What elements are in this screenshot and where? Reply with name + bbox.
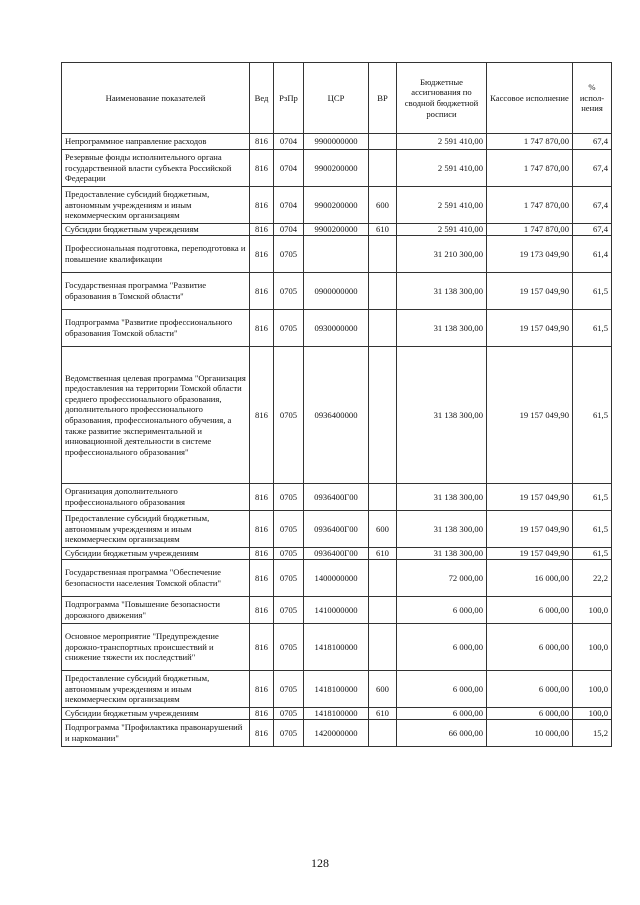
cell-rzpr: 0704 [274,187,304,224]
cell-ved: 816 [250,310,274,347]
cell-rzpr: 0705 [274,671,304,708]
cell-cash: 19 157 049,90 [487,273,573,310]
table-row [62,134,612,150]
cell-ved: 816 [250,708,274,720]
cell-csr: 1420000000 [304,720,369,747]
cell-name: Непрограммное направление расходов [62,134,250,150]
cell-cash: 19 157 049,90 [487,310,573,347]
cell-cash: 19 157 049,90 [487,548,573,560]
cell-csr: 0936400Г00 [304,484,369,511]
cell-rzpr: 0705 [274,560,304,597]
cell-cash: 1 747 870,00 [487,134,573,150]
cell-ved: 816 [250,597,274,624]
cell-budget: 31 210 300,00 [397,236,487,273]
cell-vr: 600 [369,187,397,224]
cell-ved: 816 [250,187,274,224]
cell-cash: 6 000,00 [487,708,573,720]
cell-ved: 816 [250,720,274,747]
cell-ved: 816 [250,560,274,597]
cell-percent: 67,4 [573,187,612,224]
table-row [62,310,612,347]
cell-ved: 816 [250,273,274,310]
cell-percent: 15,2 [573,720,612,747]
cell-percent: 61,5 [573,310,612,347]
cell-name: Организация дополнительного профессионального образования [62,484,250,511]
cell-budget: 31 138 300,00 [397,310,487,347]
cell-cash: 1 747 870,00 [487,187,573,224]
cell-percent: 61,5 [573,273,612,310]
table-row [62,273,612,310]
table-row [62,624,612,671]
budget-execution-table [61,62,612,747]
cell-budget: 2 591 410,00 [397,150,487,187]
cell-vr: 610 [369,708,397,720]
cell-percent: 100,0 [573,708,612,720]
cell-percent: 67,4 [573,150,612,187]
cell-name: Подпрограмма "Развитие профессионального образования Томской области" [62,310,250,347]
table-row [62,708,612,720]
table-row [62,597,612,624]
cell-csr: 9900200000 [304,150,369,187]
cell-budget: 6 000,00 [397,708,487,720]
cell-rzpr: 0705 [274,548,304,560]
cell-rzpr: 0705 [274,484,304,511]
cell-percent: 100,0 [573,624,612,671]
header-csr: ЦСР [304,63,369,134]
cell-rzpr: 0704 [274,224,304,236]
cell-name: Основное мероприятие "Предупреждение дорожно-транспортных происшествий и снижение тяжести их последствий" [62,624,250,671]
cell-vr [369,560,397,597]
cell-name: Предоставление субсидий бюджетным, автономным учреждениям и иным некоммерческим организациям [62,671,250,708]
cell-name: Резервные фонды исполнительного органа государственной власти субъекта Российской Федерации [62,150,250,187]
cell-budget: 2 591 410,00 [397,134,487,150]
header-vr: ВР [369,63,397,134]
cell-vr [369,484,397,511]
cell-cash: 19 157 049,90 [487,511,573,548]
cell-percent: 22,2 [573,560,612,597]
cell-cash: 6 000,00 [487,671,573,708]
cell-cash: 6 000,00 [487,624,573,671]
cell-ved: 816 [250,671,274,708]
cell-cash: 19 157 049,90 [487,484,573,511]
cell-rzpr: 0705 [274,511,304,548]
cell-percent: 100,0 [573,671,612,708]
cell-budget: 6 000,00 [397,624,487,671]
cell-vr: 600 [369,511,397,548]
cell-rzpr: 0704 [274,134,304,150]
cell-vr: 610 [369,224,397,236]
cell-vr [369,624,397,671]
cell-name: Ведомственная целевая программа "Организация предоставления на территории Томской области среднего профессионального образования, дополнительного профессионального образования, профессионального обучения, а также развитие экспериментальной и инновационной деятельности в системе профессионального образования" [62,347,250,484]
cell-percent: 67,4 [573,134,612,150]
header-cash: Кассовое исполнение [487,63,573,134]
cell-name: Субсидии бюджетным учреждениям [62,548,250,560]
cell-budget: 6 000,00 [397,597,487,624]
cell-csr: 1410000000 [304,597,369,624]
cell-percent: 67,4 [573,224,612,236]
cell-percent: 61,5 [573,347,612,484]
cell-vr [369,150,397,187]
cell-vr [369,720,397,747]
cell-ved: 816 [250,484,274,511]
cell-budget: 31 138 300,00 [397,511,487,548]
table-row [62,187,612,224]
cell-rzpr: 0704 [274,150,304,187]
table-body [62,134,612,747]
cell-csr: 0936400Г00 [304,548,369,560]
cell-name: Подпрограмма "Профилактика правонарушений и наркомании" [62,720,250,747]
cell-rzpr: 0705 [274,273,304,310]
cell-vr [369,273,397,310]
cell-vr: 610 [369,548,397,560]
table-row [62,548,612,560]
cell-csr: 9900200000 [304,224,369,236]
cell-name: Предоставление субсидий бюджетным, автономным учреждениям и иным некоммерческим организациям [62,511,250,548]
cell-name: Государственная программа "Развитие образования в Томской области" [62,273,250,310]
cell-vr [369,597,397,624]
cell-csr: 9900000000 [304,134,369,150]
cell-budget: 31 138 300,00 [397,273,487,310]
cell-vr [369,310,397,347]
cell-cash: 1 747 870,00 [487,224,573,236]
table-row [62,511,612,548]
page-number: 128 [311,856,329,870]
cell-csr: 1418100000 [304,671,369,708]
cell-percent: 61,4 [573,236,612,273]
cell-ved: 816 [250,150,274,187]
cell-ved: 816 [250,224,274,236]
table-row [62,671,612,708]
cell-csr: 0900000000 [304,273,369,310]
cell-percent: 61,5 [573,511,612,548]
table-row [62,560,612,597]
cell-cash: 1 747 870,00 [487,150,573,187]
table-row [62,236,612,273]
cell-csr: 1400000000 [304,560,369,597]
table-row [62,347,612,484]
cell-csr: 0936400000 [304,347,369,484]
cell-cash: 6 000,00 [487,597,573,624]
cell-cash: 10 000,00 [487,720,573,747]
header-name: Наименование показателей [62,63,250,134]
header-budget: Бюджетные ассигнования по сводной бюджетной росписи [397,63,487,134]
cell-ved: 816 [250,548,274,560]
cell-vr [369,134,397,150]
cell-ved: 816 [250,236,274,273]
cell-name: Подпрограмма "Повышение безопасности дорожного движения" [62,597,250,624]
header-ved: Вед [250,63,274,134]
cell-name: Субсидии бюджетным учреждениям [62,224,250,236]
cell-budget: 31 138 300,00 [397,347,487,484]
cell-ved: 816 [250,511,274,548]
table-row [62,224,612,236]
cell-cash: 19 157 049,90 [487,347,573,484]
cell-budget: 31 138 300,00 [397,548,487,560]
cell-rzpr: 0705 [274,720,304,747]
cell-name: Предоставление субсидий бюджетным, автономным учреждениям и иным некоммерческим организациям [62,187,250,224]
cell-budget: 2 591 410,00 [397,187,487,224]
cell-name: Государственная программа "Обеспечение безопасности населения Томской области" [62,560,250,597]
table-header-row [62,63,612,134]
cell-ved: 816 [250,134,274,150]
cell-ved: 816 [250,347,274,484]
cell-vr [369,236,397,273]
cell-cash: 19 173 049,90 [487,236,573,273]
cell-rzpr: 0705 [274,597,304,624]
cell-csr: 1418100000 [304,708,369,720]
header-rzpr: РзПр [274,63,304,134]
cell-csr: 1418100000 [304,624,369,671]
cell-csr: 0930000000 [304,310,369,347]
cell-percent: 61,5 [573,484,612,511]
cell-rzpr: 0705 [274,236,304,273]
header-percent: % испол-нения [573,63,612,134]
table-row [62,484,612,511]
cell-rzpr: 0705 [274,310,304,347]
cell-ved: 816 [250,624,274,671]
cell-vr: 600 [369,671,397,708]
table-row [62,720,612,747]
cell-rzpr: 0705 [274,708,304,720]
cell-budget: 31 138 300,00 [397,484,487,511]
table-row [62,150,612,187]
cell-name: Субсидии бюджетным учреждениям [62,708,250,720]
cell-vr [369,347,397,484]
cell-rzpr: 0705 [274,347,304,484]
cell-name: Профессиональная подготовка, переподготовка и повышение квалификации [62,236,250,273]
cell-budget: 72 000,00 [397,560,487,597]
cell-csr [304,236,369,273]
cell-percent: 61,5 [573,548,612,560]
cell-cash: 16 000,00 [487,560,573,597]
cell-csr: 0936400Г00 [304,511,369,548]
cell-percent: 100,0 [573,597,612,624]
cell-budget: 6 000,00 [397,671,487,708]
cell-budget: 66 000,00 [397,720,487,747]
cell-budget: 2 591 410,00 [397,224,487,236]
cell-rzpr: 0705 [274,624,304,671]
cell-csr: 9900200000 [304,187,369,224]
